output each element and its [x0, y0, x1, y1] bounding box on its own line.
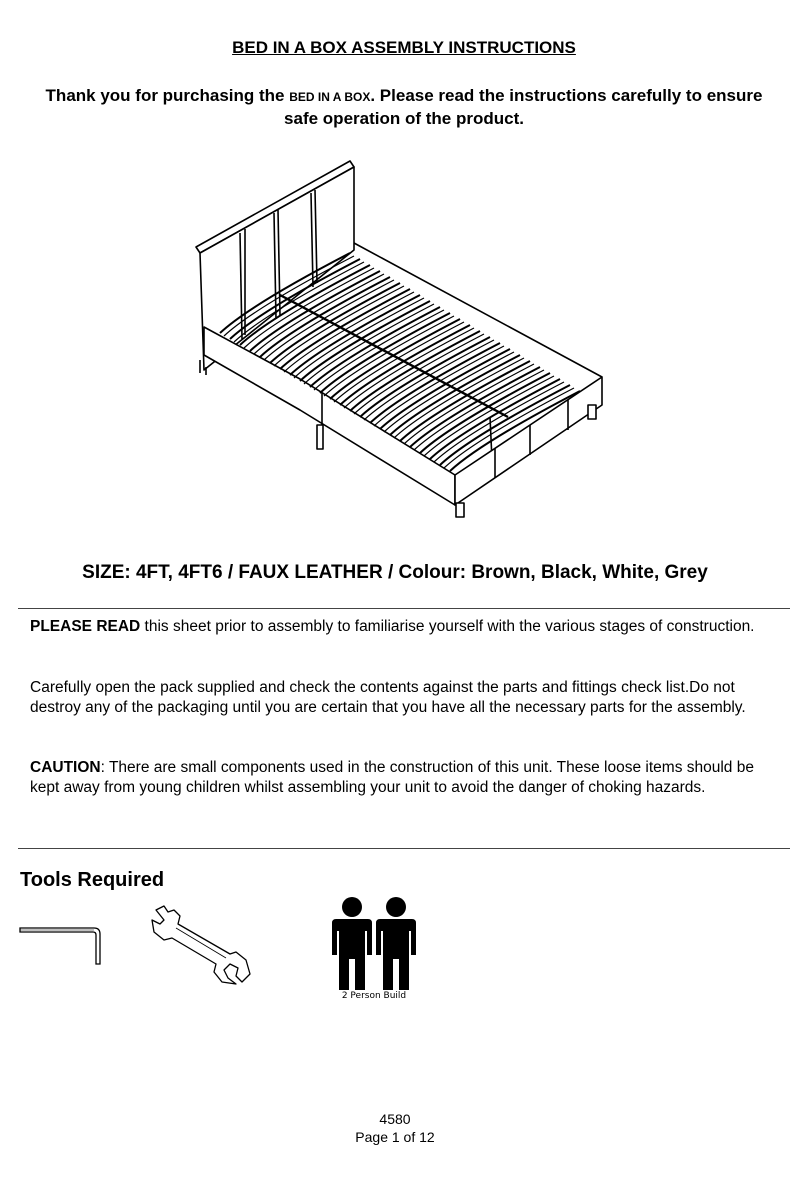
thanks-pre: Thank you for purchasing the — [45, 86, 290, 105]
thanks-post: . Please read the instructions carefully to ensure safe operation of the product. — [284, 86, 763, 128]
tools-heading: Tools Required — [20, 869, 165, 891]
caution-paragraph — [30, 758, 775, 798]
open-pack-paragraph: Carefully open the pack supplied and check the contents against the parts and fittings check list.Do not destroy any of the packaging until you are certain that you have all the necessary parts for the assembly. — [30, 679, 746, 716]
size-specification: SIZE: 4FT, 4FT6 / FAUX LEATHER / Colour: Brown, Black, White, Grey — [82, 562, 708, 583]
document-title: BED IN A BOX ASSEMBLY INSTRUCTIONS — [232, 38, 576, 57]
two-person-label: 2 Person Build — [341, 991, 407, 1001]
bed-frame-illustration — [190, 155, 610, 525]
caution-text: : There are small components used in the construction of this unit. These loose items should be kept away from young children whilst assembling your unit to avoid the danger of choking hazards. — [30, 759, 754, 796]
please-read-paragraph — [30, 617, 775, 637]
caution-label: CAUTION — [30, 759, 101, 776]
page-number: Page 1 of 12 — [355, 1129, 435, 1145]
please-read-text: this sheet prior to assembly to familiarise yourself with the various stages of construction. — [140, 618, 755, 635]
two-person-icon — [330, 895, 420, 995]
please-read-label: PLEASE READ — [30, 618, 141, 635]
document-number: 4580 — [379, 1111, 411, 1127]
thank-you-message — [30, 85, 778, 130]
spanner-icon — [150, 902, 260, 992]
allen-key-icon — [18, 920, 108, 970]
divider-top — [18, 608, 790, 609]
thanks-product: BED IN A BOX — [289, 90, 371, 104]
divider-bottom — [18, 848, 790, 849]
